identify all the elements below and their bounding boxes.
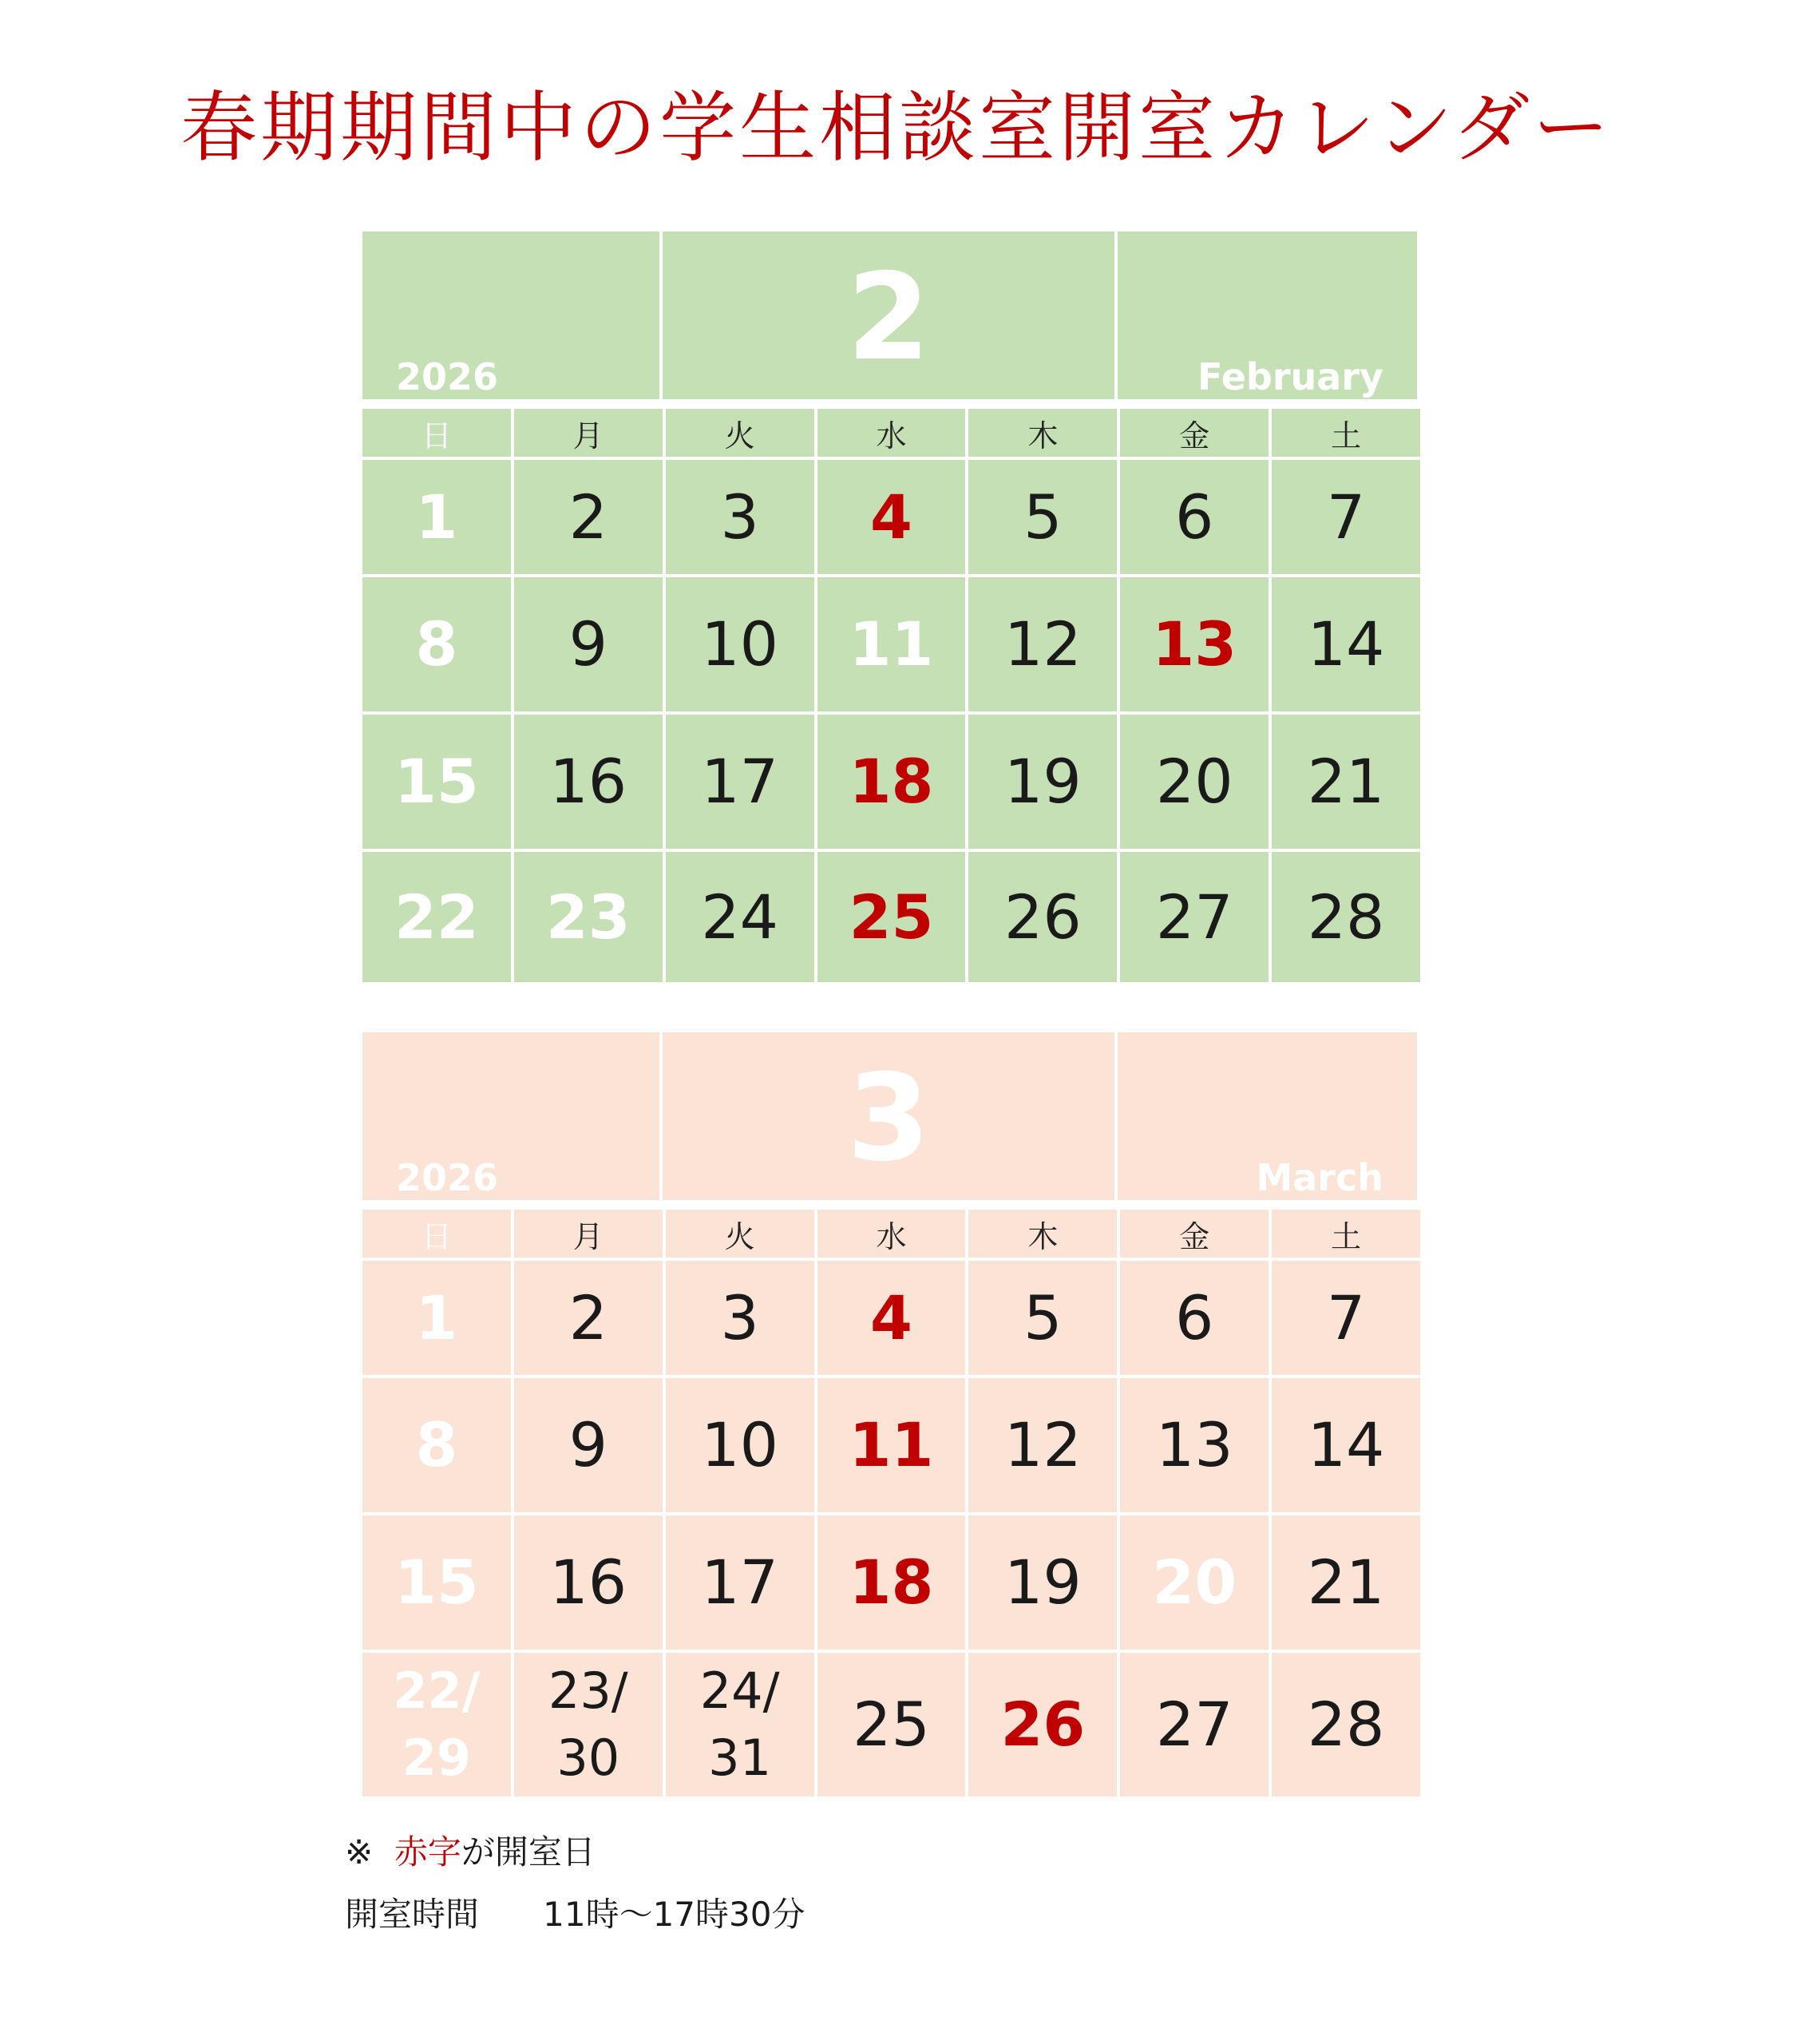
header-year-cell xyxy=(362,1032,659,1200)
day-cell xyxy=(362,460,511,574)
day-number: 1 xyxy=(415,481,458,553)
day-number: 21 xyxy=(1307,1547,1385,1618)
day-number: 5 xyxy=(1023,481,1063,553)
day-cell xyxy=(1120,1378,1269,1512)
day-number: 3 xyxy=(720,481,759,553)
day-cell xyxy=(362,1378,511,1512)
day-number: 8 xyxy=(415,1409,458,1481)
weekday-header: 水 xyxy=(817,1210,966,1258)
day-number: 22/ xyxy=(393,1662,481,1721)
weekday-header: 月 xyxy=(514,1210,663,1258)
day-number: 26 xyxy=(1000,1689,1086,1761)
day-cell xyxy=(968,1653,1117,1796)
day-cell xyxy=(1120,1653,1269,1796)
day-number: 27 xyxy=(1155,1689,1233,1761)
day-number: 18 xyxy=(849,746,934,818)
day-number: 9 xyxy=(568,608,608,680)
day-number: 14 xyxy=(1307,1409,1385,1481)
day-cell xyxy=(362,577,511,711)
note-mark: ※ xyxy=(345,1832,374,1872)
day-cell xyxy=(1120,715,1269,849)
day-cell xyxy=(968,577,1117,711)
weekday-header: 火 xyxy=(666,409,814,457)
weekday-header: 金 xyxy=(1120,409,1269,457)
page-title: 春期期間中の学生相談室開室カレンダー xyxy=(180,83,1613,172)
hours-value: 11時～17時30分 xyxy=(543,1895,805,1934)
header-year-cell xyxy=(362,232,659,399)
day-cell xyxy=(817,715,966,849)
day-cell xyxy=(968,1378,1117,1512)
day-number: 12 xyxy=(1003,608,1082,680)
day-cell xyxy=(817,1261,966,1375)
weekday-header: 日 xyxy=(362,409,511,457)
day-cell xyxy=(1120,1261,1269,1375)
day-number: 24 xyxy=(701,881,778,953)
day-cell xyxy=(817,1515,966,1650)
header-month-cell xyxy=(663,1032,1114,1200)
calendar-grid xyxy=(362,409,1420,982)
day-cell xyxy=(1272,1378,1420,1512)
day-cell xyxy=(666,460,814,574)
day-number: 24/ xyxy=(699,1662,780,1721)
year-label: 2026 xyxy=(396,1156,499,1199)
day-cell xyxy=(514,1515,663,1650)
day-cell xyxy=(1272,1515,1420,1650)
day-cell xyxy=(666,715,814,849)
calendar-header xyxy=(362,1032,1420,1200)
day-cell xyxy=(666,1653,814,1796)
calendar-grid xyxy=(362,1210,1420,1796)
day-number: 7 xyxy=(1326,1281,1366,1353)
day-number: 3 xyxy=(720,1281,759,1353)
day-number: 2 xyxy=(568,1281,608,1353)
weekday-header: 土 xyxy=(1272,1210,1420,1258)
day-number: 22 xyxy=(394,881,479,953)
day-cell xyxy=(817,460,966,574)
day-number: 11 xyxy=(849,1409,934,1481)
weekday-header: 土 xyxy=(1272,409,1420,457)
day-cell xyxy=(968,715,1117,849)
day-cell xyxy=(968,852,1117,982)
day-number: 2 xyxy=(568,481,608,553)
day-cell xyxy=(514,460,663,574)
red-text-word: 赤字 xyxy=(394,1832,461,1872)
day-cell xyxy=(666,577,814,711)
day-cell xyxy=(1272,1653,1420,1796)
day-cell xyxy=(514,852,663,982)
weekday-header: 日 xyxy=(362,1210,511,1258)
day-cell xyxy=(666,1515,814,1650)
day-cell xyxy=(1272,460,1420,574)
day-number: 17 xyxy=(701,1547,778,1618)
day-number: 27 xyxy=(1155,881,1233,953)
day-cell xyxy=(362,852,511,982)
day-cell xyxy=(362,1261,511,1375)
day-number: 15 xyxy=(394,746,479,818)
day-cell xyxy=(1272,715,1420,849)
month-name: March xyxy=(1256,1156,1383,1199)
month-number: 2 xyxy=(846,248,931,387)
weekday-header: 木 xyxy=(968,1210,1117,1258)
day-cell xyxy=(362,715,511,849)
day-cell xyxy=(514,1378,663,1512)
day-number: 16 xyxy=(549,746,627,818)
day-number-second: 31 xyxy=(708,1729,772,1787)
day-number: 10 xyxy=(701,608,778,680)
day-number: 4 xyxy=(870,481,912,553)
day-number: 23 xyxy=(545,881,631,953)
hours-label: 開室時間 xyxy=(345,1895,480,1934)
day-cell xyxy=(817,1653,966,1796)
day-cell xyxy=(666,852,814,982)
day-number: 23/ xyxy=(548,1662,628,1721)
month-number: 3 xyxy=(846,1049,931,1188)
day-cell xyxy=(362,1515,511,1650)
day-cell xyxy=(968,1261,1117,1375)
day-number: 25 xyxy=(849,881,934,953)
day-number: 12 xyxy=(1003,1409,1082,1481)
day-number: 9 xyxy=(568,1409,608,1481)
day-number: 20 xyxy=(1152,1547,1237,1618)
legend-text: が開室日 xyxy=(461,1832,596,1872)
day-cell xyxy=(1272,577,1420,711)
day-cell xyxy=(362,1653,511,1796)
day-number: 20 xyxy=(1155,746,1233,818)
day-cell xyxy=(666,1378,814,1512)
day-number: 13 xyxy=(1152,608,1237,680)
day-number: 6 xyxy=(1175,1281,1214,1353)
day-number: 18 xyxy=(849,1547,934,1618)
weekday-header: 木 xyxy=(968,409,1117,457)
legend-note xyxy=(345,1830,596,1875)
day-number: 16 xyxy=(549,1547,627,1618)
day-number: 1 xyxy=(415,1281,458,1353)
day-number: 26 xyxy=(1003,881,1082,953)
day-number: 6 xyxy=(1175,481,1214,553)
day-cell xyxy=(666,1261,814,1375)
day-number-second: 30 xyxy=(556,1729,620,1787)
day-number: 13 xyxy=(1155,1409,1233,1481)
day-cell xyxy=(1272,1261,1420,1375)
day-number: 11 xyxy=(849,608,934,680)
day-cell xyxy=(514,1653,663,1796)
day-number: 21 xyxy=(1307,746,1385,818)
day-cell xyxy=(514,577,663,711)
header-month-name-cell xyxy=(1118,1032,1417,1200)
day-number: 10 xyxy=(701,1409,778,1481)
day-cell xyxy=(968,460,1117,574)
day-number: 17 xyxy=(701,746,778,818)
day-number-second: 29 xyxy=(402,1729,472,1787)
day-cell xyxy=(1120,852,1269,982)
weekday-header: 水 xyxy=(817,409,966,457)
day-number: 28 xyxy=(1307,881,1385,953)
day-number: 28 xyxy=(1307,1689,1385,1761)
day-number: 8 xyxy=(415,608,458,680)
day-cell xyxy=(1272,852,1420,982)
weekday-header: 月 xyxy=(514,409,663,457)
day-number: 19 xyxy=(1003,1547,1082,1618)
calendar-header xyxy=(362,232,1420,399)
day-number: 19 xyxy=(1003,746,1082,818)
header-month-name-cell xyxy=(1118,232,1417,399)
day-cell xyxy=(817,852,966,982)
day-cell xyxy=(1120,460,1269,574)
calendar-march xyxy=(362,1032,1420,1796)
day-number: 7 xyxy=(1326,481,1366,553)
day-cell xyxy=(1120,1515,1269,1650)
calendar-february xyxy=(362,232,1420,982)
day-cell xyxy=(514,1261,663,1375)
month-name: February xyxy=(1197,355,1383,398)
day-cell xyxy=(1120,577,1269,711)
year-label: 2026 xyxy=(396,355,499,398)
weekday-header: 火 xyxy=(666,1210,814,1258)
day-number: 5 xyxy=(1023,1281,1063,1353)
day-cell xyxy=(817,1378,966,1512)
day-cell xyxy=(514,715,663,849)
header-month-cell xyxy=(663,232,1114,399)
day-cell xyxy=(968,1515,1117,1650)
day-number: 25 xyxy=(853,1689,930,1761)
day-cell xyxy=(817,577,966,711)
weekday-header: 金 xyxy=(1120,1210,1269,1258)
hours-note xyxy=(345,1892,805,1937)
day-number: 15 xyxy=(394,1547,479,1618)
day-number: 4 xyxy=(870,1281,912,1353)
day-number: 14 xyxy=(1307,608,1385,680)
